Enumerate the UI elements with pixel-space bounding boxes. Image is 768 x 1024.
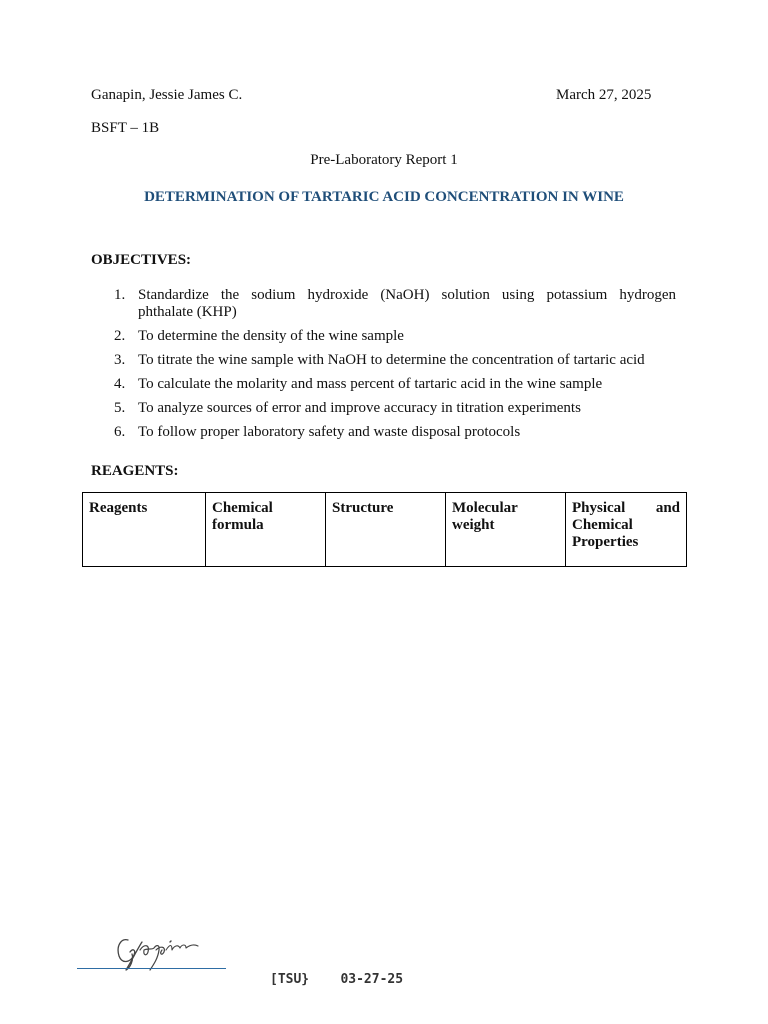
column-header-structure bbox=[326, 493, 446, 567]
objective-text: To calculate the molarity and mass percent of tartaric acid in the wine sample bbox=[138, 376, 603, 392]
objective-item bbox=[91, 376, 676, 393]
footer-code bbox=[270, 972, 403, 987]
column-header-label: and bbox=[655, 500, 680, 516]
column-header-line bbox=[572, 500, 680, 517]
column-header-chemical-formula bbox=[206, 493, 326, 567]
column-header-reagents bbox=[83, 493, 206, 567]
reagents-table bbox=[82, 492, 687, 567]
objective-text: To titrate the wine sample with NaOH to determine the concentration of tartaric acid bbox=[138, 352, 645, 368]
signature-line bbox=[77, 968, 226, 969]
objective-number: 2. bbox=[114, 328, 126, 344]
objective-number: 4. bbox=[114, 376, 126, 392]
footer-tag: [TSU} bbox=[270, 972, 310, 987]
objective-item bbox=[91, 424, 676, 441]
objective-item bbox=[91, 328, 676, 345]
objective-text: To determine the density of the wine sample bbox=[138, 328, 404, 344]
column-header-label: Chemical bbox=[212, 500, 273, 516]
objectives-heading: OBJECTIVES: bbox=[91, 252, 192, 268]
column-header-label: Molecular bbox=[452, 500, 518, 516]
reagents-heading: REAGENTS: bbox=[91, 463, 179, 479]
report-label: Pre-Laboratory Report 1 bbox=[310, 152, 458, 168]
objective-text: To analyze sources of error and improve accuracy in titration experiments bbox=[138, 400, 581, 416]
column-header-properties bbox=[566, 493, 687, 567]
objective-number: 5. bbox=[114, 400, 126, 416]
footer-date: 03-27-25 bbox=[340, 972, 404, 987]
column-header-label: formula bbox=[212, 517, 264, 533]
column-header-label: Structure bbox=[332, 500, 394, 516]
section-code: BSFT – 1B bbox=[91, 120, 160, 136]
objectives-list bbox=[91, 287, 676, 448]
objective-number: 1. bbox=[114, 287, 126, 303]
objective-text bbox=[138, 287, 676, 321]
objective-number: 3. bbox=[114, 352, 126, 368]
column-header-label: Chemical bbox=[572, 517, 633, 533]
handwritten-signature bbox=[112, 930, 206, 972]
objective-item bbox=[91, 352, 676, 369]
objective-text-line: Standardize the sodium hydroxide (NaOH) solution using potassium hydrogen bbox=[138, 287, 676, 303]
objective-text: To follow proper laboratory safety and waste disposal protocols bbox=[138, 424, 521, 440]
objective-number: 6. bbox=[114, 424, 126, 440]
column-header-label: weight bbox=[452, 517, 495, 533]
objective-item bbox=[91, 400, 676, 417]
objective-item bbox=[91, 287, 676, 321]
column-header-molecular-weight bbox=[446, 493, 566, 567]
table-header-row bbox=[83, 493, 687, 567]
objective-text-line: phthalate (KHP) bbox=[138, 304, 237, 320]
report-date: March 27, 2025 bbox=[556, 87, 652, 103]
column-header-label: Physical bbox=[572, 500, 626, 516]
column-header-label: Properties bbox=[572, 534, 639, 550]
document-title: DETERMINATION OF TARTARIC ACID CONCENTRATION IN WINE bbox=[144, 189, 624, 205]
column-header-label: Reagents bbox=[89, 500, 148, 516]
student-name: Ganapin, Jessie James C. bbox=[91, 87, 243, 103]
